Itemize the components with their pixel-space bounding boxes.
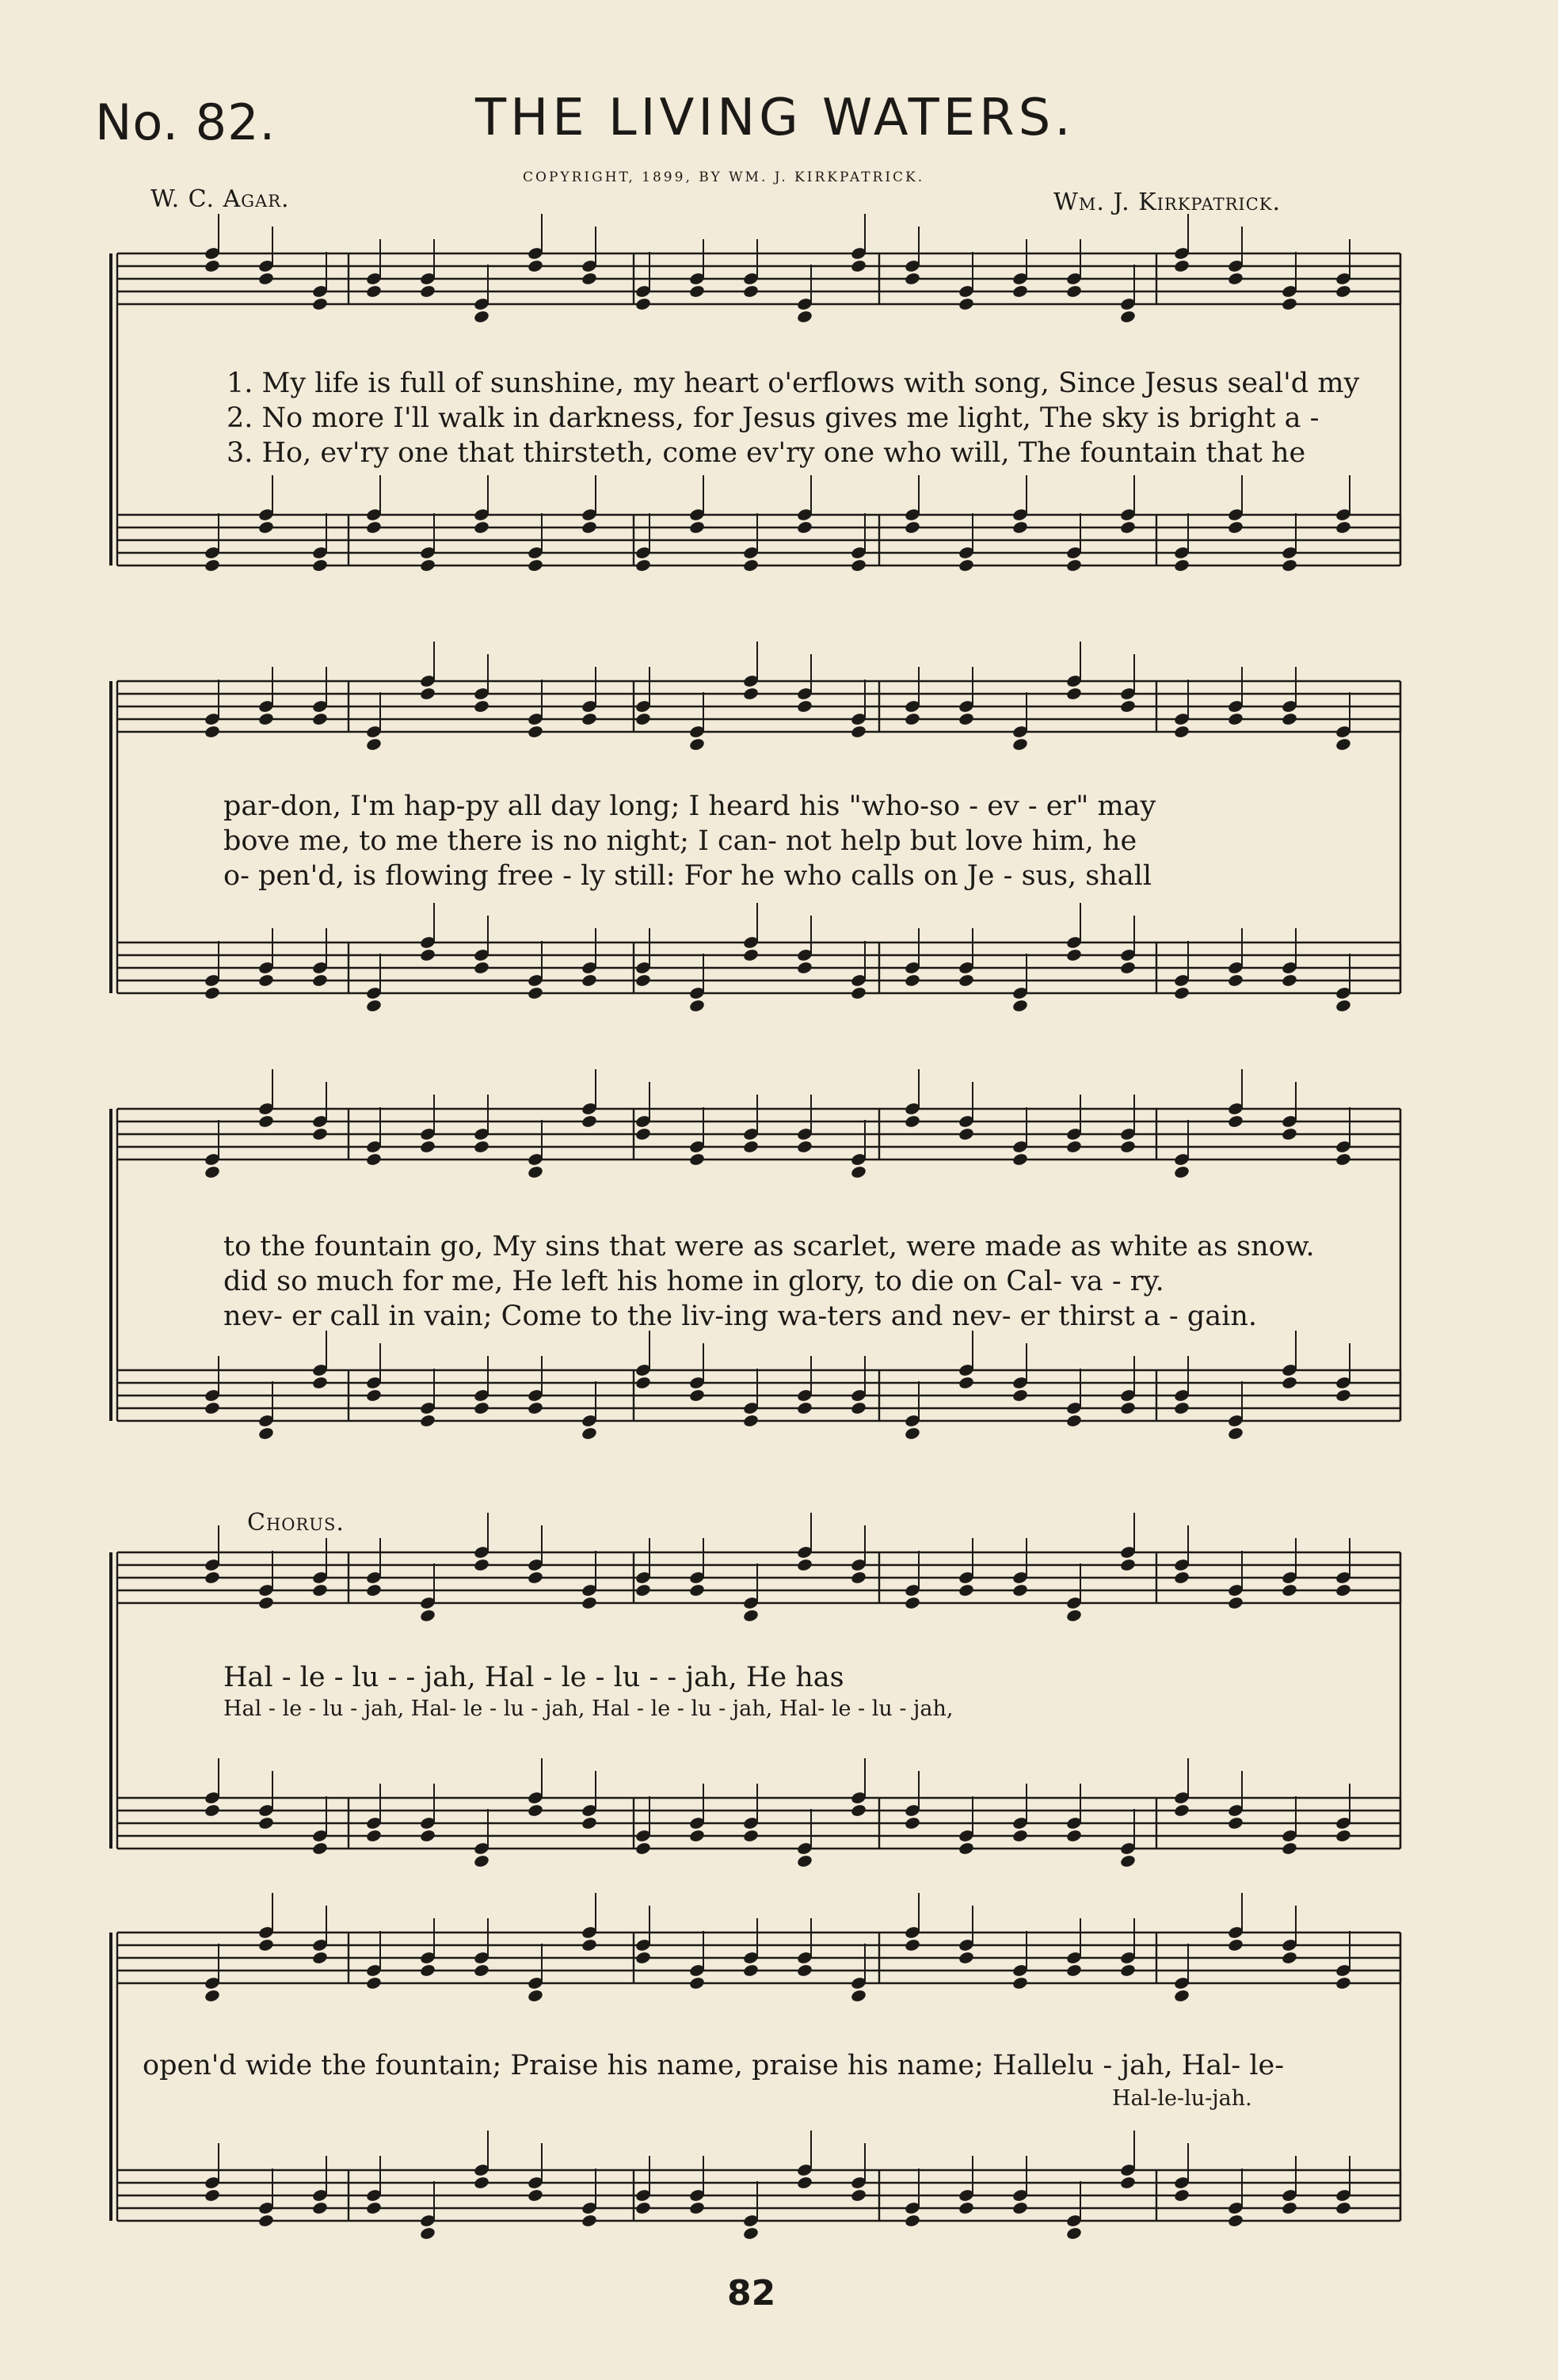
- verse-1-line-2: par-don, I'm hap-py all day long; I heard his "who-so - ev - er" may: [223, 790, 1156, 822]
- chorus-line-1: Hal - le - lu - - jah, Hal - le - lu - - jah, He has: [223, 1662, 844, 1693]
- verse-1-line-3: to the fountain go, My sins that were as scarlet, were made as white as snow.: [223, 1231, 1315, 1262]
- page-number: 82: [727, 2273, 776, 2313]
- composer-credit: Wm. J. Kirkpatrick.: [1053, 188, 1282, 216]
- verse-3-line-3: nev- er call in vain; Come to the liv-ing wa-ters and nev- er thirst a - gain.: [223, 1300, 1258, 1332]
- copyright-notice: COPYRIGHT, 1899, BY WM. J. KIRKPATRICK.: [523, 169, 925, 185]
- chorus-line-2-alt: Hal-le-lu-jah.: [1112, 2086, 1252, 2111]
- verse-2-line-2: bove me, to me there is no night; I can- not help but love him, he: [223, 825, 1137, 857]
- chorus-line-1-bass: Hal - le - lu - jah, Hal- le - lu - jah, Hal - le - lu - jah, Hal- le - lu - jah,: [223, 1696, 954, 1721]
- verse-1-line-1: 1. My life is full of sunshine, my heart o'erflows with song, Since Jesus seal'd my: [227, 367, 1360, 399]
- hymn-number: No. 82.: [95, 93, 276, 151]
- verse-2-line-1: 2. No more I'll walk in darkness, for Jesus gives me light, The sky is bright a -: [227, 402, 1320, 434]
- author-credit: W. C. Agar.: [150, 185, 290, 213]
- hymn-title: THE LIVING WATERS.: [475, 89, 1075, 147]
- chorus-line-2: open'd wide the fountain; Praise his name, praise his name; Hallelu - jah, Hal- le-: [143, 2050, 1285, 2081]
- verse-2-line-3: did so much for me, He left his home in glory, to die on Cal- va - ry.: [223, 1266, 1164, 1297]
- chorus-label: Chorus.: [247, 1509, 345, 1537]
- verse-3-line-2: o- pen'd, is flowing free - ly still: For he who calls on Je - sus, shall: [223, 860, 1152, 892]
- verse-3-line-1: 3. Ho, ev'ry one that thirsteth, come ev'ry one who will, The fountain that he: [227, 437, 1306, 469]
